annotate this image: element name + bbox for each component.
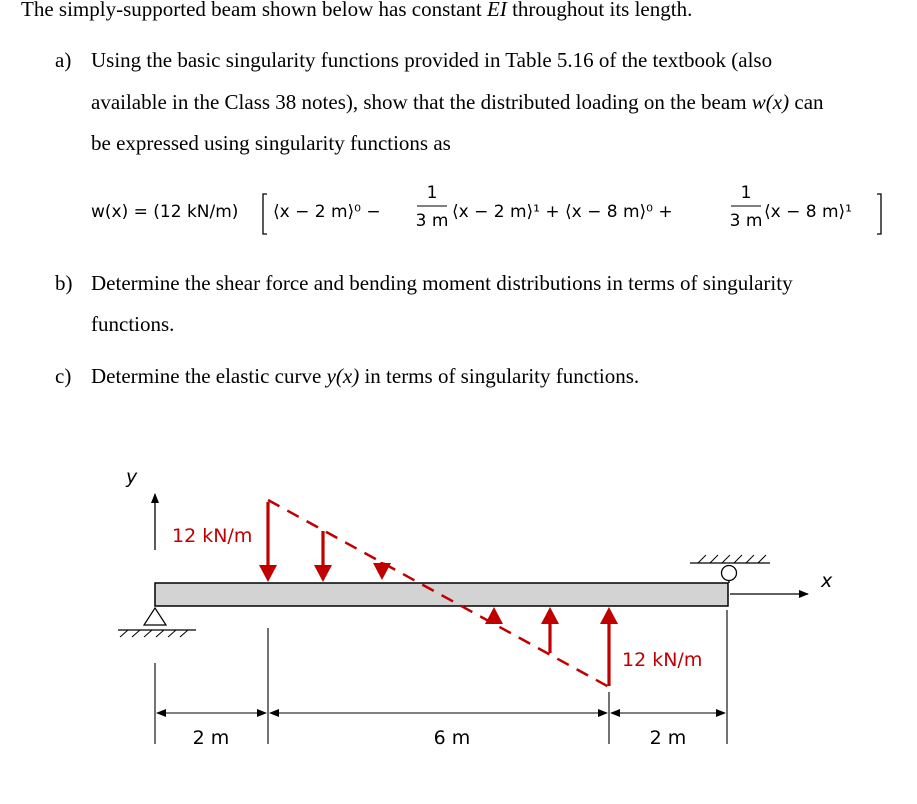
equation-term-3: ⟨x − 8 m⟩¹ [764,202,852,222]
downward-load-arrows [259,502,391,582]
part-a-line-3: be expressed using singularity functions as [91,131,451,155]
dimension-middle-label: 6 m [433,727,471,749]
roller-support [690,555,770,583]
beam [155,583,728,606]
fraction-2-denominator: 3 m [729,211,763,231]
fraction-1-denominator: 3 m [415,211,449,231]
upward-load-arrows [485,607,618,686]
left-bracket [263,194,267,234]
part-a-line-2 [91,90,824,114]
part-c-text-end: in terms of singularity functions. [359,364,640,388]
load-label-bottom: 12 kN/m [622,649,703,671]
dimension-left-label: 2 m [192,727,230,749]
part-c-marker: c) [55,364,72,388]
part-a-text-2: available in the Class 38 notes), show that the distributed loading on the beam [91,90,752,114]
part-c-func: y(x) [326,364,360,388]
equation-lhs: w(x) = (12 kN/m) [91,202,239,222]
intro-text-end: throughout its length. [506,0,693,21]
part-c-line [55,364,639,388]
part-b-line-2: functions. [91,312,175,336]
fraction-2-numerator: 1 [740,183,752,203]
equation-term-2: ⟨x − 2 m⟩¹ + ⟨x − 8 m⟩⁰ + [452,202,673,222]
part-a-marker: a) [55,48,72,72]
pin-support [118,608,196,637]
part-b-text-1: Determine the shear force and bending moment distributions in terms of singularity [91,271,793,295]
dimension-right-label: 2 m [649,727,687,749]
x-axis-label: x [821,570,833,592]
part-c-text: Determine the elastic curve [91,364,327,388]
load-label-top: 12 kN/m [172,525,253,547]
intro-ei: EI [487,0,507,21]
problem-intro [21,0,692,21]
part-a-line-1 [55,48,772,72]
right-bracket [877,194,881,234]
beam-diagram [0,440,917,804]
part-a-func: w(x) [751,90,790,114]
part-a-text-2-end: can [789,90,824,114]
part-b-marker: b) [55,271,73,295]
loading-equation [91,172,911,242]
part-b-line-1 [55,271,793,295]
y-axis-label: y [126,466,138,488]
fraction-1-numerator: 1 [426,183,438,203]
part-a-text-1: Using the basic singularity functions provided in Table 5.16 of the textbook (also [91,48,773,72]
intro-text-start: The simply-supported beam shown below has constant [21,0,487,21]
dimension-lines [155,610,727,744]
equation-term-1: ⟨x − 2 m⟩⁰ − [273,202,381,222]
